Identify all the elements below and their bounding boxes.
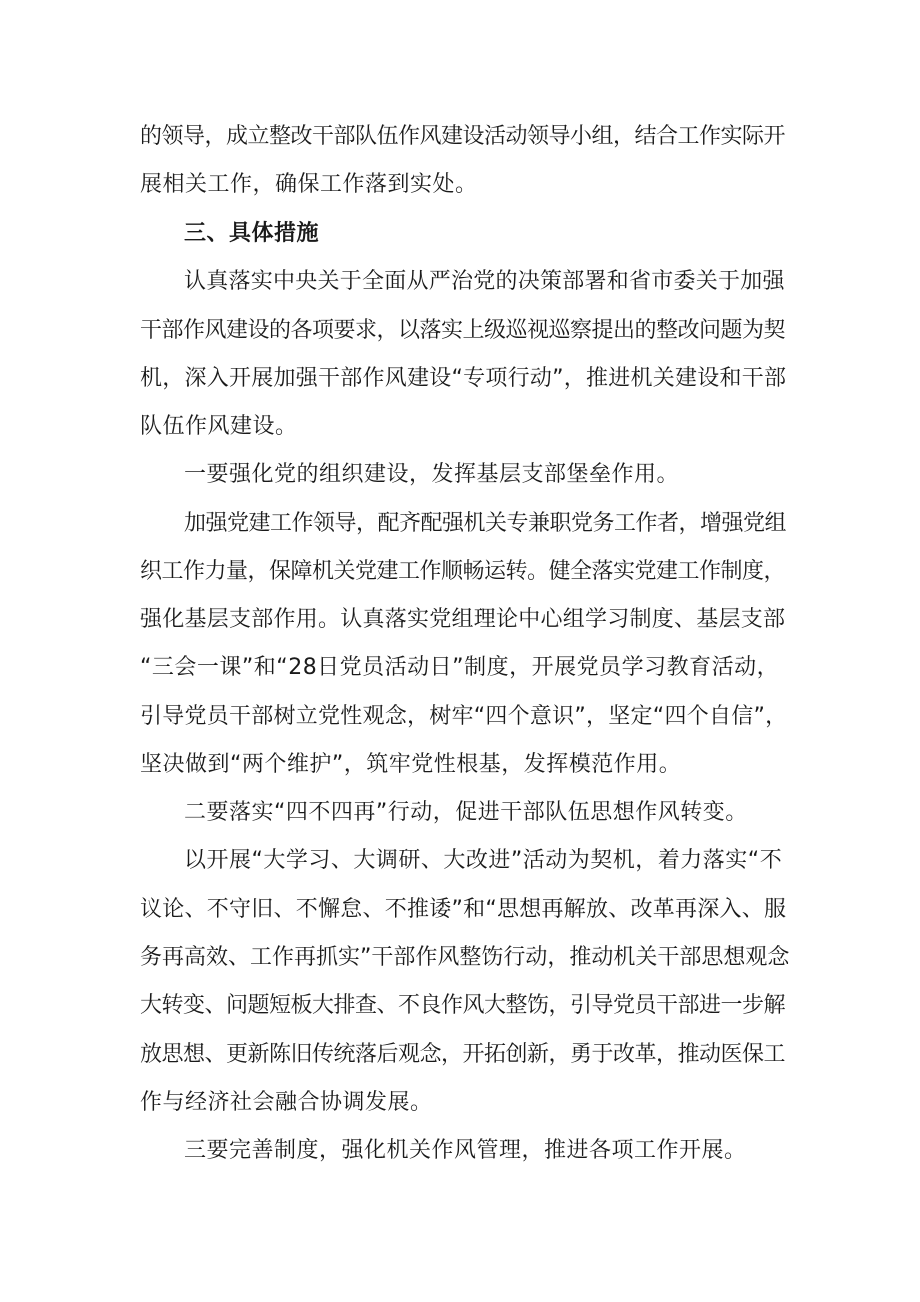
paragraph-line: 引导党员干部树立党性观念，树牢“四个意识”，坚定“四个自信”， — [140, 704, 788, 729]
subheading-line: 二要落实“四不四再”行动，促进干部队伍思想作风转变。 — [184, 800, 748, 825]
paragraph-line: 作与经济社会融合协调发展。 — [140, 1090, 433, 1115]
paragraph-line: 机，深入开展加强干部作风建设“专项行动”，推进机关建设和干部 — [140, 366, 787, 391]
paragraph-line: 强化基层支部作用。认真落实党组理论中心组学习制度、基层支部 — [140, 607, 786, 632]
paragraph-line: 坚决做到“两个维护”，筑牢党性根基，发挥模范作用。 — [140, 752, 682, 777]
paragraph-line: 的领导，成立整改干部队伍作风建设活动领导小组，结合工作实际开 — [140, 124, 786, 149]
paragraph-line: 放思想、更新陈旧传统落后观念，开拓创新，勇于改革，推动医保工 — [140, 1042, 786, 1067]
subheading-line: 一要强化党的组织建设，发挥基层支部堡垒作用。 — [184, 462, 680, 487]
paragraph-line: 认真落实中央关于全面从严治党的决策部署和省市委关于加强 — [184, 269, 785, 294]
paragraph-line: 干部作风建设的各项要求，以落实上级巡视巡察提出的整改问题为契 — [140, 318, 786, 343]
paragraph-line: 队伍作风建设。 — [140, 414, 298, 439]
paragraph-line: 加强党建工作领导，配齐配强机关专兼职党务工作者，增强党组 — [184, 511, 787, 536]
paragraph-line: 议论、不守旧、不懈怠、不推诿”和“思想再解放、改革再深入、服 — [140, 897, 787, 922]
section-heading: 三、具体措施 — [184, 221, 320, 246]
subheading-line: 三要完善制度，强化机关作风管理，推进各项工作开展。 — [184, 1138, 747, 1163]
paragraph-line: 以开展“大学习、大调研、大改进”活动为契机，着力落实“不 — [184, 848, 783, 873]
paragraph-line: 大转变、问题短板大排查、不良作风大整饬，引导党员干部进一步解 — [140, 993, 786, 1018]
paragraph-line: “三会一课”和“28日党员活动日”制度，开展党员学习教育活动， — [140, 655, 780, 680]
paragraph-line: 务再高效、工作再抓实”干部作风整饬行动，推动机关干部思想观念 — [140, 945, 790, 970]
paragraph-line: 织工作力量，保障机关党建工作顺畅运转。健全落实党建工作制度， — [140, 559, 786, 584]
paragraph-line: 展相关工作，确保工作落到实处。 — [140, 172, 478, 197]
